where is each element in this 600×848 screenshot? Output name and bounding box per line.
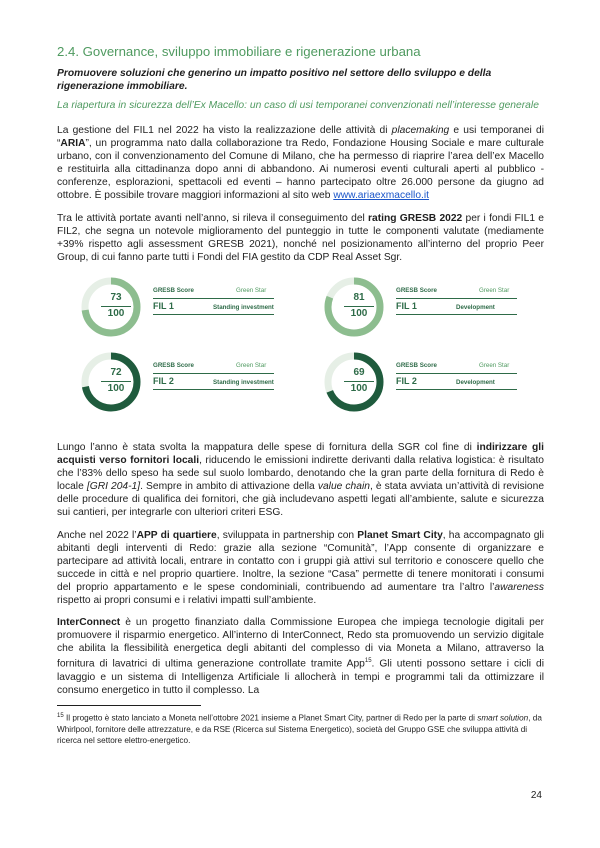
paragraph-suppliers: Lungo l’anno è stata svolta la mappatura delle spese di fornitura della SGR col fine di indirizzare gli acquisti verso fornitori locali, riducendo le emissioni indirette derivanti dalla relativa logistica: è risultato che l’83% dello speso ha sede sul suolo lombardo, denotando che la gran parte della fornitura di Redo è locale [GRI 204-1]. Sempre in ambito di attivazione della value chain, è stata avviata un’attività di revisione delle procedure di qualifica dei fornitori, che già includevano aspetti legati all’ambiente, salute e sicurezza sui cantieri, per integrarle con ulteriori criteri ESG. (57, 441, 545, 519)
section-title: 2.4. Governance, sviluppo immobiliare e rigenerazione urbana (57, 44, 421, 59)
score-value: 69 (353, 366, 365, 378)
score-max: 100 (107, 382, 125, 394)
green-star-label: Green Star (236, 361, 267, 369)
investment-type: Development (456, 378, 495, 386)
lead-statement: Promuovere soluzioni che generino un impatto positivo nel settore dello sviluppo e della rigenerazione immobiliare. (57, 68, 492, 92)
fund-name: FIL 1 (153, 300, 174, 311)
label-divider (153, 314, 274, 315)
aria-link[interactable]: www.ariaexmacello.it (333, 190, 430, 202)
score-value: 73 (110, 291, 122, 303)
score-max: 100 (350, 382, 368, 394)
paragraph-aria: La gestione del FIL1 nel 2022 ha visto la realizzazione delle attività di placemaking e usi temporanei di “ARIA”, un programma nato dalla collaborazione tra Redo, Fondazione Housing Sociale e mare culturale urbano, con il convenzionamento del Comune di Milano, che ha permesso di riaprire l’area dell’ex Macello e restituirla alla cittadinanza dopo anni di abbandono. Ai numerosi eventi culturali aperti al pubblico - conferenze, esplorazioni, spettacoli ed eventi – hanno partecipato oltre 26.000 persone da giugno ad ottobre. È possibile trovare maggiori informazioni al sito web www.ariaexmacello.it (57, 125, 544, 202)
investment-type: Development (456, 303, 495, 311)
page-number: 24 (530, 790, 542, 801)
label-divider (396, 373, 517, 374)
gresb-score-label: GRESB Score (396, 286, 437, 294)
score-divider (101, 306, 131, 307)
case-subheading: La riapertura in sicurezza dell’Ex Macello: un caso di usi temporanei convenzionati nell’interesse generale (57, 100, 539, 111)
fund-name: FIL 2 (396, 375, 417, 386)
paragraph-gresb: Tra le attività portate avanti nell’anno, si rileva il conseguimento del rating GRESB 2022 per i fondi FIL1 e FIL2, che segna un notevole miglioramento del punteggio in tutte le componenti valutate (mediamente +39% rispetto agli assessment GRESB 2021), nonché nel posizionamento all’interno del proprio Peer Group, di cui fanno parte tutti i Fondi del FIA gestito da CDP Real Asset Sgr. (57, 212, 544, 263)
score-ring (324, 277, 384, 337)
score-ring (324, 352, 384, 412)
label-divider (153, 373, 274, 374)
gresb-scores-graphic (57, 273, 544, 431)
score-max: 100 (350, 307, 368, 319)
page-content (57, 44, 544, 746)
gresb-score-label: GRESB Score (153, 286, 194, 294)
gresb-card-fil2-standing (81, 352, 307, 420)
gresb-card-fil2-development (324, 352, 550, 420)
gresb-card-fil1-development (324, 277, 550, 345)
label-divider (153, 298, 274, 299)
gresb-score-label: GRESB Score (153, 361, 194, 369)
footnote: $^{15}$ Il progetto è stato lanciato a Moneta nell’ottobre 2021 insieme a Planet Smart City, partner di Redo per la parte di smart solution, da Whirlpool, fornitore delle attrezzature, e da RSE (Ricerca sul Sistema Energetico), società del Gruppo GSE che sviluppa attività di ricerca nel settore elettro-energetico. (57, 713, 542, 745)
score-divider (344, 306, 374, 307)
label-divider (153, 389, 274, 390)
score-ring (81, 277, 141, 337)
green-star-label: Green Star (479, 286, 510, 294)
fund-name: FIL 2 (153, 375, 174, 386)
score-value: 81 (353, 291, 365, 303)
green-star-label: Green Star (479, 361, 510, 369)
paragraph-app: Anche nel 2022 l’APP di quartiere, sviluppata in partnership con Planet Smart City, ha accompagnato gli abitanti degli interventi di Redo: grazie alla sezione “Comunità”, l’App consente di organizzare e partecipare ad attività locali, entrare in contatto con i gruppi già attivi sul territorio e conoscere quello che succede in città e nel proprio quartiere. Inoltre, la sezione “Casa” permette di tenere monitorati i consumi del proprio appartamento e le spese condominiali, contribuendo ad aumentare tra l’altro l’awareness rispetto ai propri consumi e i relativi impatti sull’ambiente. (57, 529, 544, 606)
investment-type: Standing investment (213, 303, 274, 311)
gresb-card-fil1-standing (81, 277, 307, 345)
score-value: 72 (110, 366, 122, 378)
footnote-divider (57, 705, 201, 706)
green-star-label: Green Star (236, 286, 267, 294)
paragraph-interconnect: InterConnect è un progetto finanziato dalla Commissione Europea che impiega tecnologie digitali per promuovere il risparmio energetico. All’interno di InterConnect, Redo sta promuovendo un servizio digitale che abilita la flessibilità energetica degli abitanti del complesso di via Moneta a Milano, attraverso la fornitura di lavatrici di ultima generazione controllate tramite App$^{15}$. Gli utenti possono settare i cicli di lavaggio e un sistema di Intelligenza Artificiale li allocherà in tempi e programmi tali da ottimizzare il consumo energetico in tutto il complesso. La (57, 617, 544, 696)
score-divider (101, 381, 131, 382)
fund-name: FIL 1 (396, 300, 417, 311)
gresb-score-label: GRESB Score (396, 361, 437, 369)
investment-type: Standing investment (213, 378, 274, 386)
score-divider (344, 381, 374, 382)
score-ring (81, 352, 141, 412)
score-max: 100 (107, 307, 125, 319)
label-divider (396, 389, 517, 390)
label-divider (396, 314, 517, 315)
label-divider (396, 298, 517, 299)
